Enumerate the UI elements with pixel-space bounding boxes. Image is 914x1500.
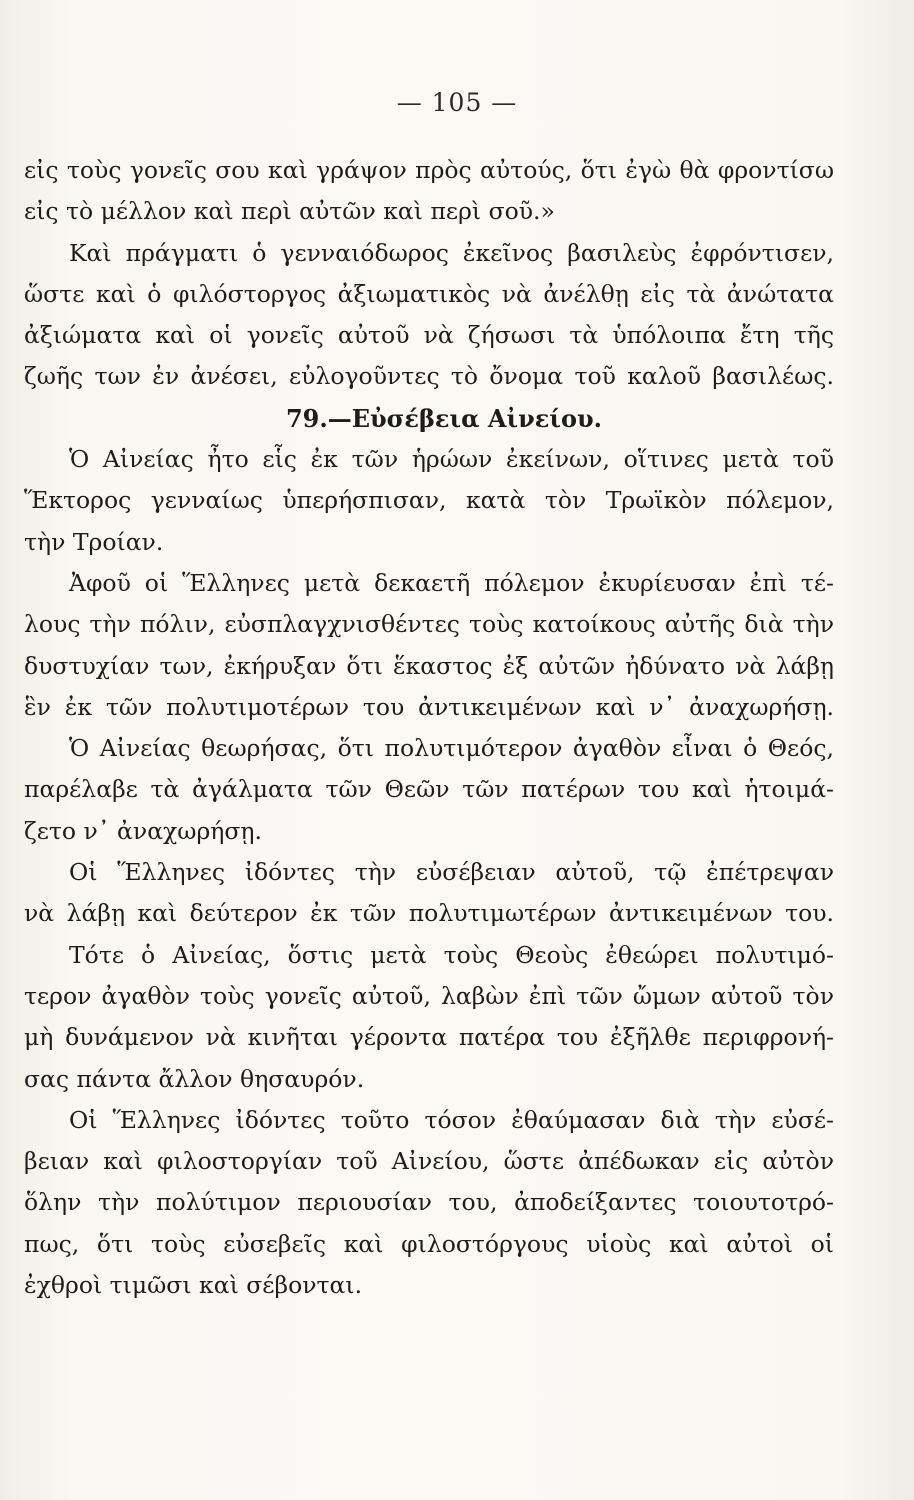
section-heading: 79.—Εὐσέβεια Αἰνείου.	[285, 403, 603, 433]
text-line: Ἕκτορος γενναίως ὑπερήσπισαν, κατὰ τὸν Τρωϊκὸν πόλεμον,	[24, 486, 834, 515]
text-line: ἐχθροὶ τιμῶσι καὶ σέβονται.	[24, 1271, 363, 1300]
text-line: νὰ λάβῃ καὶ δεύτερον ἐκ τῶν πολυτιμωτέρων ἀντικειμένων του.	[24, 899, 834, 928]
page-number: — 105 —	[396, 88, 518, 117]
text-line: βειαν καὶ φιλοστοργίαν τοῦ Αἰνείου, ὥστε ἀπέδωκαν εἰς αὐτὸν	[24, 1147, 834, 1176]
text-line: πως, ὅτι τοὺς εὐσεβεῖς καὶ φιλοστόργους υἱοὺς καὶ αὐτοὶ οἱ	[24, 1229, 834, 1258]
text-line: Οἱ Ἕλληνες ἰδόντες τὴν εὐσέβειαν αὐτοῦ, τῷ ἐπέτρεψαν	[69, 858, 834, 887]
text-line: ὥστε καὶ ὁ φιλόστοργος ἀξιωματικὸς νὰ ἀνέλθῃ εἰς τὰ ἀνώτατα	[24, 279, 834, 308]
text-line: ὅλην τὴν πολύτιμον περιουσίαν του, ἀποδείξαντες τοιουτοτρό-	[24, 1188, 834, 1217]
text-line: εἰς τὸ μέλλον καὶ περὶ αὐτῶν καὶ περὶ σοῦ.»	[24, 197, 555, 226]
text-line: δυστυχίαν των, ἐκήρυξαν ὅτι ἕκαστος ἐξ αὐτῶν ἠδύνατο νὰ λάβῃ	[24, 651, 834, 680]
text-line: παρέλαβε τὰ ἀγάλματα τῶν Θεῶν τῶν πατέρων του καὶ ἡτοιμά-	[24, 775, 834, 804]
text-line: ἓν ἐκ τῶν πολυτιμοτέρων του ἀντικειμένων καὶ ν᾽ ἀναχωρήσῃ.	[24, 692, 834, 721]
text-line: τὴν Τροίαν.	[24, 527, 164, 556]
text-line: ἀξιώματα καὶ οἱ γονεῖς αὐτοῦ νὰ ζήσωσι τὰ ὑπόλοιπα ἔτη τῆς	[24, 321, 834, 350]
text-line: ζωῆς των ἐν ἀνέσει, εὐλογοῦντες τὸ ὄνομα τοῦ καλοῦ βασιλέως.	[24, 362, 834, 391]
text-line: Ὁ Αἰνείας ἦτο εἷς ἐκ τῶν ἡρώων ἐκείνων, οἵτινες μετὰ τοῦ	[69, 445, 834, 474]
text-line: Τότε ὁ Αἰνείας, ὅστις μετὰ τοὺς Θεοὺς ἐθεώρει πολυτιμό-	[69, 940, 834, 969]
text-line: Ἀφοῦ οἱ Ἕλληνες μετὰ δεκαετῆ πόλεμον ἐκυρίευσαν ἐπὶ τέ-	[69, 568, 834, 597]
body-text	[24, 150, 834, 1306]
text-line: σας πάντα ἄλλον θησαυρόν.	[24, 1064, 365, 1093]
text-line: Καὶ πράγματι ὁ γενναιόδωρος ἐκεῖνος βασιλεὺς ἐφρόντισεν,	[69, 238, 834, 267]
text-line: τερον ἀγαθὸν τοὺς γονεῖς αὐτοῦ, λαβὼν ἐπὶ τῶν ὤμων αὐτοῦ τὸν	[24, 981, 834, 1010]
text-line: Ὁ Αἰνείας θεωρήσας, ὅτι πολυτιμότερον ἀγαθὸν εἶναι ὁ Θεός,	[69, 734, 834, 763]
text-line: μὴ δυνάμενον νὰ κινῆται γέροντα πατέρα του ἐξῆλθε περιφρονή-	[24, 1023, 834, 1052]
text-line: Οἱ Ἕλληνες ἰδόντες τοῦτο τόσον ἐθαύμασαν διὰ τὴν εὐσέ-	[69, 1105, 834, 1134]
text-line: εἰς τοὺς γονεῖς σου καὶ γράψον πρὸς αὐτούς, ὅτι ἐγὼ θὰ φροντίσω	[24, 156, 834, 184]
text-line: λους τὴν πόλιν, εὐσπλαγχνισθέντες τοὺς κατοίκους αὐτῆς διὰ τὴν	[24, 610, 834, 639]
text-line: ζετο ν᾽ ἀναχωρήσῃ.	[24, 816, 262, 845]
